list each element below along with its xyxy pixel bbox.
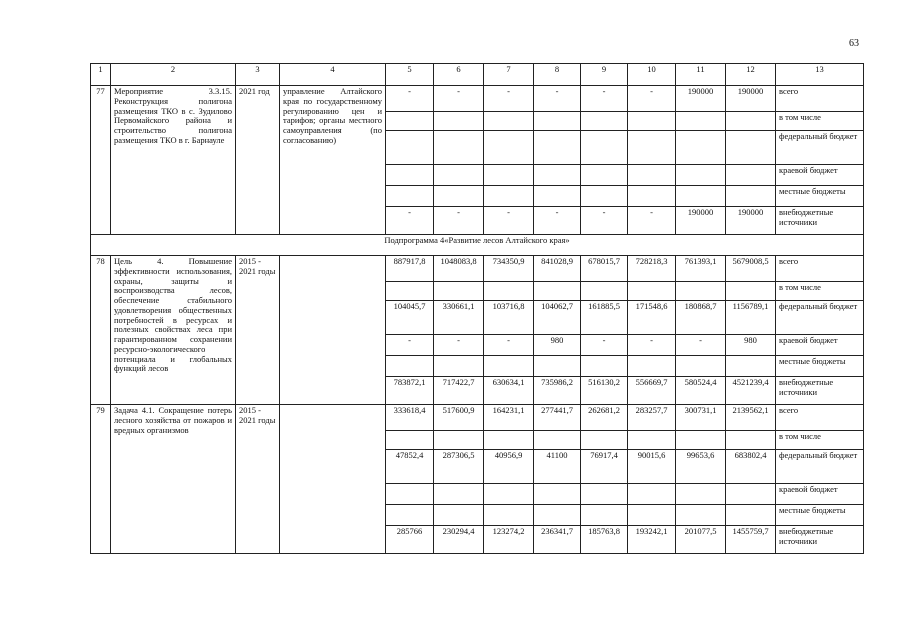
funding-source: в том числе bbox=[776, 282, 864, 301]
amount-cell: 76917,4 bbox=[581, 450, 628, 484]
amount-cell: 580524,4 bbox=[676, 377, 726, 405]
amount-cell bbox=[676, 112, 726, 131]
amount-cell bbox=[676, 186, 726, 207]
amount-cell: 735986,2 bbox=[534, 377, 581, 405]
column-number: 10 bbox=[628, 64, 676, 86]
funding-source: в том числе bbox=[776, 112, 864, 131]
amount-cell bbox=[484, 165, 534, 186]
amount-cell bbox=[534, 484, 581, 505]
amount-cell bbox=[581, 505, 628, 526]
amount-cell: 161885,5 bbox=[581, 301, 628, 335]
amount-cell bbox=[726, 431, 776, 450]
amount-cell: 201077,5 bbox=[676, 526, 726, 554]
column-number: 2 bbox=[111, 64, 236, 86]
amount-cell bbox=[581, 131, 628, 165]
amount-cell: 980 bbox=[726, 335, 776, 356]
row-number: 77 bbox=[91, 86, 111, 235]
amount-cell: 103716,8 bbox=[484, 301, 534, 335]
table-row bbox=[91, 256, 864, 282]
amount-cell bbox=[434, 186, 484, 207]
amount-cell: 185763,8 bbox=[581, 526, 628, 554]
amount-cell: 517600,9 bbox=[434, 405, 484, 431]
amount-cell bbox=[534, 186, 581, 207]
amount-cell: - bbox=[628, 86, 676, 112]
amount-cell bbox=[386, 431, 434, 450]
amount-cell bbox=[386, 112, 434, 131]
amount-cell: - bbox=[581, 86, 628, 112]
amount-cell bbox=[628, 505, 676, 526]
amount-cell bbox=[386, 505, 434, 526]
period: 2015 - 2021 годы bbox=[236, 405, 280, 554]
amount-cell bbox=[484, 431, 534, 450]
amount-cell: 887917,8 bbox=[386, 256, 434, 282]
amount-cell bbox=[484, 505, 534, 526]
amount-cell bbox=[726, 186, 776, 207]
table-row bbox=[91, 86, 864, 112]
amount-cell bbox=[386, 356, 434, 377]
amount-cell: 1156789,1 bbox=[726, 301, 776, 335]
amount-cell bbox=[386, 131, 434, 165]
amount-cell bbox=[434, 484, 484, 505]
amount-cell bbox=[628, 186, 676, 207]
amount-cell: 180868,7 bbox=[676, 301, 726, 335]
amount-cell bbox=[434, 505, 484, 526]
amount-cell: 683802,4 bbox=[726, 450, 776, 484]
funding-source: местные бюджеты bbox=[776, 186, 864, 207]
amount-cell: - bbox=[386, 335, 434, 356]
amount-cell bbox=[534, 505, 581, 526]
amount-cell: 190000 bbox=[726, 207, 776, 235]
amount-cell: 2139562,1 bbox=[726, 405, 776, 431]
executor bbox=[280, 256, 386, 405]
amount-cell: 104062,7 bbox=[534, 301, 581, 335]
amount-cell bbox=[484, 131, 534, 165]
amount-cell: 277441,7 bbox=[534, 405, 581, 431]
amount-cell bbox=[676, 131, 726, 165]
row-number: 78 bbox=[91, 256, 111, 405]
amount-cell bbox=[676, 431, 726, 450]
amount-cell: - bbox=[386, 86, 434, 112]
amount-cell: - bbox=[581, 335, 628, 356]
amount-cell: 193242,1 bbox=[628, 526, 676, 554]
amount-cell: - bbox=[484, 335, 534, 356]
funding-source: федеральный бюджет bbox=[776, 131, 864, 165]
funding-source: всего bbox=[776, 405, 864, 431]
amount-cell bbox=[676, 484, 726, 505]
amount-cell: 4521239,4 bbox=[726, 377, 776, 405]
amount-cell bbox=[434, 356, 484, 377]
funding-source: краевой бюджет bbox=[776, 165, 864, 186]
amount-cell: 1455759,7 bbox=[726, 526, 776, 554]
column-number: 5 bbox=[386, 64, 434, 86]
amount-cell: 230294,4 bbox=[434, 526, 484, 554]
amount-cell: 728218,3 bbox=[628, 256, 676, 282]
amount-cell bbox=[581, 186, 628, 207]
amount-cell bbox=[434, 282, 484, 301]
amount-cell: - bbox=[676, 335, 726, 356]
amount-cell: - bbox=[434, 335, 484, 356]
amount-cell bbox=[628, 356, 676, 377]
amount-cell bbox=[434, 112, 484, 131]
amount-cell: 40956,9 bbox=[484, 450, 534, 484]
amount-cell: 285766 bbox=[386, 526, 434, 554]
amount-cell bbox=[434, 165, 484, 186]
amount-cell bbox=[676, 165, 726, 186]
amount-cell: 262681,2 bbox=[581, 405, 628, 431]
funding-source: федеральный бюджет bbox=[776, 301, 864, 335]
column-number: 8 bbox=[534, 64, 581, 86]
row-number: 79 bbox=[91, 405, 111, 554]
amount-cell: 190000 bbox=[726, 86, 776, 112]
amount-cell: 283257,7 bbox=[628, 405, 676, 431]
amount-cell: 330661,1 bbox=[434, 301, 484, 335]
amount-cell: 287306,5 bbox=[434, 450, 484, 484]
amount-cell: 717422,7 bbox=[434, 377, 484, 405]
amount-cell: 41100 bbox=[534, 450, 581, 484]
funding-source: краевой бюджет bbox=[776, 484, 864, 505]
column-number: 9 bbox=[581, 64, 628, 86]
funding-source: краевой бюджет bbox=[776, 335, 864, 356]
amount-cell: 90015,6 bbox=[628, 450, 676, 484]
amount-cell: 980 bbox=[534, 335, 581, 356]
amount-cell bbox=[628, 131, 676, 165]
column-number-row bbox=[91, 64, 864, 86]
amount-cell: 5679008,5 bbox=[726, 256, 776, 282]
amount-cell bbox=[628, 165, 676, 186]
column-number: 4 bbox=[280, 64, 386, 86]
amount-cell: 171548,6 bbox=[628, 301, 676, 335]
subprogram-row bbox=[91, 235, 864, 256]
amount-cell bbox=[534, 431, 581, 450]
period: 2015 - 2021 годы bbox=[236, 256, 280, 405]
amount-cell bbox=[386, 484, 434, 505]
amount-cell bbox=[726, 112, 776, 131]
column-number: 7 bbox=[484, 64, 534, 86]
amount-cell bbox=[484, 282, 534, 301]
amount-cell: 734350,9 bbox=[484, 256, 534, 282]
amount-cell: - bbox=[484, 207, 534, 235]
program-table bbox=[90, 63, 864, 554]
amount-cell bbox=[386, 282, 434, 301]
amount-cell bbox=[484, 356, 534, 377]
activity-name: Мероприятие 3.3.15. Реконструкция полигона размещения ТКО в с. Зудилово Первомайского района и строительство полигона размещения ТКО в г. Барнауле bbox=[111, 86, 236, 235]
table-row bbox=[91, 405, 864, 431]
amount-cell bbox=[726, 484, 776, 505]
amount-cell bbox=[534, 282, 581, 301]
amount-cell: 300731,1 bbox=[676, 405, 726, 431]
amount-cell: 841028,9 bbox=[534, 256, 581, 282]
amount-cell: - bbox=[628, 207, 676, 235]
amount-cell: 190000 bbox=[676, 207, 726, 235]
funding-source: внебюджетные источники bbox=[776, 377, 864, 405]
column-number: 1 bbox=[91, 64, 111, 86]
amount-cell bbox=[386, 165, 434, 186]
amount-cell bbox=[534, 356, 581, 377]
amount-cell bbox=[434, 131, 484, 165]
amount-cell bbox=[484, 112, 534, 131]
funding-source: всего bbox=[776, 86, 864, 112]
funding-source: внебюджетные источники bbox=[776, 526, 864, 554]
activity-name: Задача 4.1. Сокращение потерь лесного хозяйства от пожаров и вредных организмов bbox=[111, 405, 236, 554]
amount-cell bbox=[581, 165, 628, 186]
amount-cell bbox=[534, 165, 581, 186]
amount-cell: 516130,2 bbox=[581, 377, 628, 405]
amount-cell bbox=[581, 282, 628, 301]
amount-cell: 123274,2 bbox=[484, 526, 534, 554]
amount-cell: 783872,1 bbox=[386, 377, 434, 405]
amount-cell: 556669,7 bbox=[628, 377, 676, 405]
amount-cell: 99653,6 bbox=[676, 450, 726, 484]
amount-cell bbox=[484, 484, 534, 505]
amount-cell: - bbox=[628, 335, 676, 356]
amount-cell bbox=[534, 131, 581, 165]
amount-cell: 630634,1 bbox=[484, 377, 534, 405]
column-number: 6 bbox=[434, 64, 484, 86]
funding-source: в том числе bbox=[776, 431, 864, 450]
executor bbox=[280, 405, 386, 554]
amount-cell: 678015,7 bbox=[581, 256, 628, 282]
amount-cell bbox=[434, 431, 484, 450]
page-number: 63 bbox=[849, 38, 859, 49]
amount-cell bbox=[628, 112, 676, 131]
amount-cell: - bbox=[534, 207, 581, 235]
column-number: 3 bbox=[236, 64, 280, 86]
amount-cell bbox=[581, 356, 628, 377]
funding-source: всего bbox=[776, 256, 864, 282]
amount-cell bbox=[581, 112, 628, 131]
funding-source: местные бюджеты bbox=[776, 505, 864, 526]
column-number: 13 bbox=[776, 64, 864, 86]
amount-cell bbox=[581, 431, 628, 450]
amount-cell bbox=[676, 356, 726, 377]
amount-cell: 333618,4 bbox=[386, 405, 434, 431]
amount-cell: - bbox=[434, 207, 484, 235]
amount-cell: - bbox=[581, 207, 628, 235]
amount-cell bbox=[484, 186, 534, 207]
amount-cell: - bbox=[434, 86, 484, 112]
subprogram-title: Подпрограмма 4«Развитие лесов Алтайского края» bbox=[91, 235, 864, 256]
activity-name: Цель 4. Повышение эффективности использования, охраны, защиты и воспроизводства лесов, обеспечение стабильного удовлетворения общественных потребностей в ресурсах и полезных свойствах леса при гарантированном сохранении ресурсно-экологического потенциала и глобальных функций лесов bbox=[111, 256, 236, 405]
funding-source: федеральный бюджет bbox=[776, 450, 864, 484]
amount-cell bbox=[726, 282, 776, 301]
amount-cell: 104045,7 bbox=[386, 301, 434, 335]
amount-cell bbox=[386, 186, 434, 207]
amount-cell bbox=[726, 165, 776, 186]
amount-cell bbox=[676, 282, 726, 301]
amount-cell bbox=[534, 112, 581, 131]
amount-cell bbox=[628, 282, 676, 301]
amount-cell: 164231,1 bbox=[484, 405, 534, 431]
column-number: 12 bbox=[726, 64, 776, 86]
amount-cell: 190000 bbox=[676, 86, 726, 112]
funding-source: внебюджетные источники bbox=[776, 207, 864, 235]
amount-cell bbox=[676, 505, 726, 526]
amount-cell bbox=[581, 484, 628, 505]
column-number: 11 bbox=[676, 64, 726, 86]
amount-cell bbox=[628, 431, 676, 450]
amount-cell bbox=[726, 356, 776, 377]
period: 2021 год bbox=[236, 86, 280, 235]
amount-cell bbox=[726, 131, 776, 165]
amount-cell: 47852,4 bbox=[386, 450, 434, 484]
amount-cell: - bbox=[484, 86, 534, 112]
amount-cell bbox=[726, 505, 776, 526]
amount-cell: 761393,1 bbox=[676, 256, 726, 282]
funding-source: местные бюджеты bbox=[776, 356, 864, 377]
amount-cell: 1048083,8 bbox=[434, 256, 484, 282]
amount-cell: - bbox=[386, 207, 434, 235]
amount-cell: - bbox=[534, 86, 581, 112]
amount-cell: 236341,7 bbox=[534, 526, 581, 554]
amount-cell bbox=[628, 484, 676, 505]
executor: управление Алтайского края по государственному регулированию цен и тарифов; органы местного самоуправления (по согласованию) bbox=[280, 86, 386, 235]
